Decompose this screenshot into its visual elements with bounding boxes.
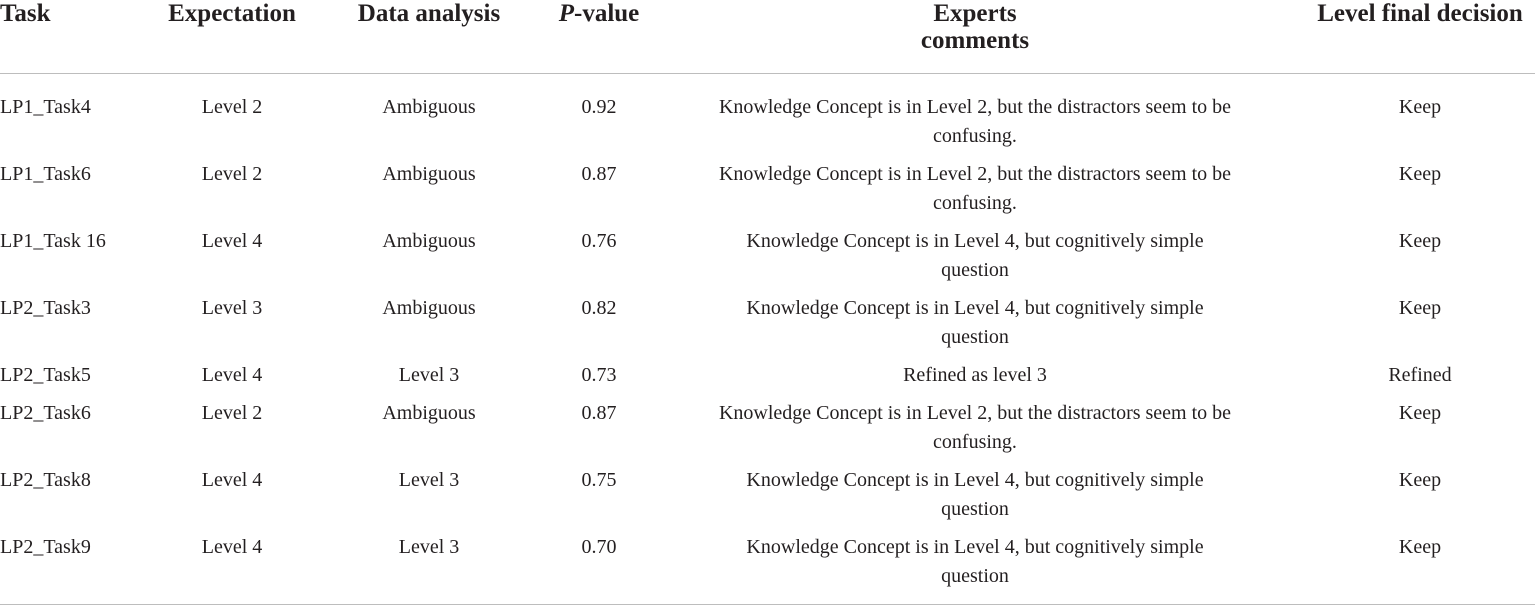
cell-p-value: 0.70 <box>581 536 617 558</box>
cell-decision: Keep <box>1398 96 1442 118</box>
cell-experts-comment-line: Knowledge Concept is in Level 4, but cognitively simple <box>746 230 1204 252</box>
cell-experts-comment-line: Knowledge Concept is in Level 2, but the distractors seem to be <box>718 402 1232 424</box>
header-level-final-decision: Level final decision <box>1317 0 1523 27</box>
cell-decision: Keep <box>1398 469 1442 491</box>
cell-experts-comment <box>903 361 1047 390</box>
cell-p-value: 0.82 <box>581 297 617 319</box>
cell-expectation: Level 3 <box>201 297 263 319</box>
cell-expectation: Level 2 <box>201 163 263 185</box>
cell-data-analysis: Ambiguous <box>382 402 476 424</box>
cell-decision: Keep <box>1398 230 1442 252</box>
cell-p-value: 0.75 <box>581 469 617 491</box>
cell-p-value: 0.92 <box>581 96 617 118</box>
cell-expectation: Level 4 <box>201 536 263 558</box>
header-experts-comments-line-1: Experts <box>933 0 1017 27</box>
cell-experts-comment <box>746 294 1203 351</box>
header-task: Task <box>0 0 51 27</box>
cell-task: LP2_Task8 <box>0 469 91 491</box>
cell-data-analysis: Ambiguous <box>382 96 476 118</box>
cell-task: LP1_Task 16 <box>0 230 106 252</box>
cell-experts-comment-line: question <box>941 564 1009 587</box>
cell-experts-comment <box>719 399 1231 456</box>
cell-task: LP2_Task5 <box>0 364 91 386</box>
cell-experts-comment-line: confusing. <box>933 191 1017 214</box>
cell-p-value: 0.87 <box>581 402 617 424</box>
cell-data-analysis: Level 3 <box>398 536 460 558</box>
cell-experts-comment-line: Knowledge Concept is in Level 4, but cognitively simple <box>746 297 1204 319</box>
cell-experts-comment-line: Knowledge Concept is in Level 4, but cognitively simple <box>746 469 1204 491</box>
cell-expectation: Level 2 <box>201 96 263 118</box>
header-p-value-suffix: -value <box>574 0 640 27</box>
cell-data-analysis: Level 3 <box>398 364 460 386</box>
cell-p-value: 0.76 <box>581 230 617 252</box>
cell-experts-comment-line: question <box>941 497 1009 520</box>
cell-decision: Refined <box>1388 364 1452 386</box>
cell-data-analysis: Ambiguous <box>382 297 476 319</box>
cell-expectation: Level 4 <box>201 364 263 386</box>
cell-decision: Keep <box>1398 297 1442 319</box>
cell-task: LP2_Task9 <box>0 536 91 558</box>
table-bottom-rule <box>0 604 1535 605</box>
cell-task: LP2_Task6 <box>0 402 91 424</box>
cell-experts-comment <box>719 93 1231 150</box>
cell-data-analysis: Ambiguous <box>382 163 476 185</box>
cell-p-value: 0.73 <box>581 364 617 386</box>
header-experts-comments <box>921 0 1029 54</box>
cell-experts-comment <box>719 160 1231 217</box>
cell-experts-comment-line: Knowledge Concept is in Level 4, but cognitively simple <box>746 536 1204 558</box>
cell-experts-comment <box>746 466 1203 523</box>
header-expectation: Expectation <box>168 0 296 27</box>
cell-data-analysis: Level 3 <box>398 469 460 491</box>
cell-task: LP1_Task6 <box>0 163 91 185</box>
cell-experts-comment-line: question <box>941 325 1009 348</box>
cell-task: LP1_Task4 <box>0 96 91 118</box>
cell-decision: Keep <box>1398 163 1442 185</box>
header-p-value <box>559 0 640 27</box>
cell-experts-comment-line: confusing. <box>933 430 1017 453</box>
header-experts-comments-line-2: comments <box>920 27 1030 54</box>
header-data-analysis: Data analysis <box>357 0 501 27</box>
header-divider <box>0 73 1535 74</box>
cell-experts-comment-line: Knowledge Concept is in Level 2, but the distractors seem to be <box>718 96 1232 118</box>
cell-experts-comment-line: confusing. <box>933 124 1017 147</box>
cell-expectation: Level 4 <box>201 469 263 491</box>
cell-experts-comment <box>746 533 1203 590</box>
cell-experts-comment-line: Knowledge Concept is in Level 2, but the distractors seem to be <box>718 163 1232 185</box>
cell-expectation: Level 2 <box>201 402 263 424</box>
cell-p-value: 0.87 <box>581 163 617 185</box>
cell-decision: Keep <box>1398 536 1442 558</box>
header-p-value-letter: P <box>558 0 574 27</box>
cell-data-analysis: Ambiguous <box>382 230 476 252</box>
cell-experts-comment-line: Refined as level 3 <box>903 364 1047 386</box>
cell-decision: Keep <box>1398 402 1442 424</box>
cell-experts-comment-line: question <box>941 258 1009 281</box>
cell-expectation: Level 4 <box>201 230 263 252</box>
cell-task: LP2_Task3 <box>0 297 91 319</box>
cell-experts-comment <box>746 227 1203 284</box>
